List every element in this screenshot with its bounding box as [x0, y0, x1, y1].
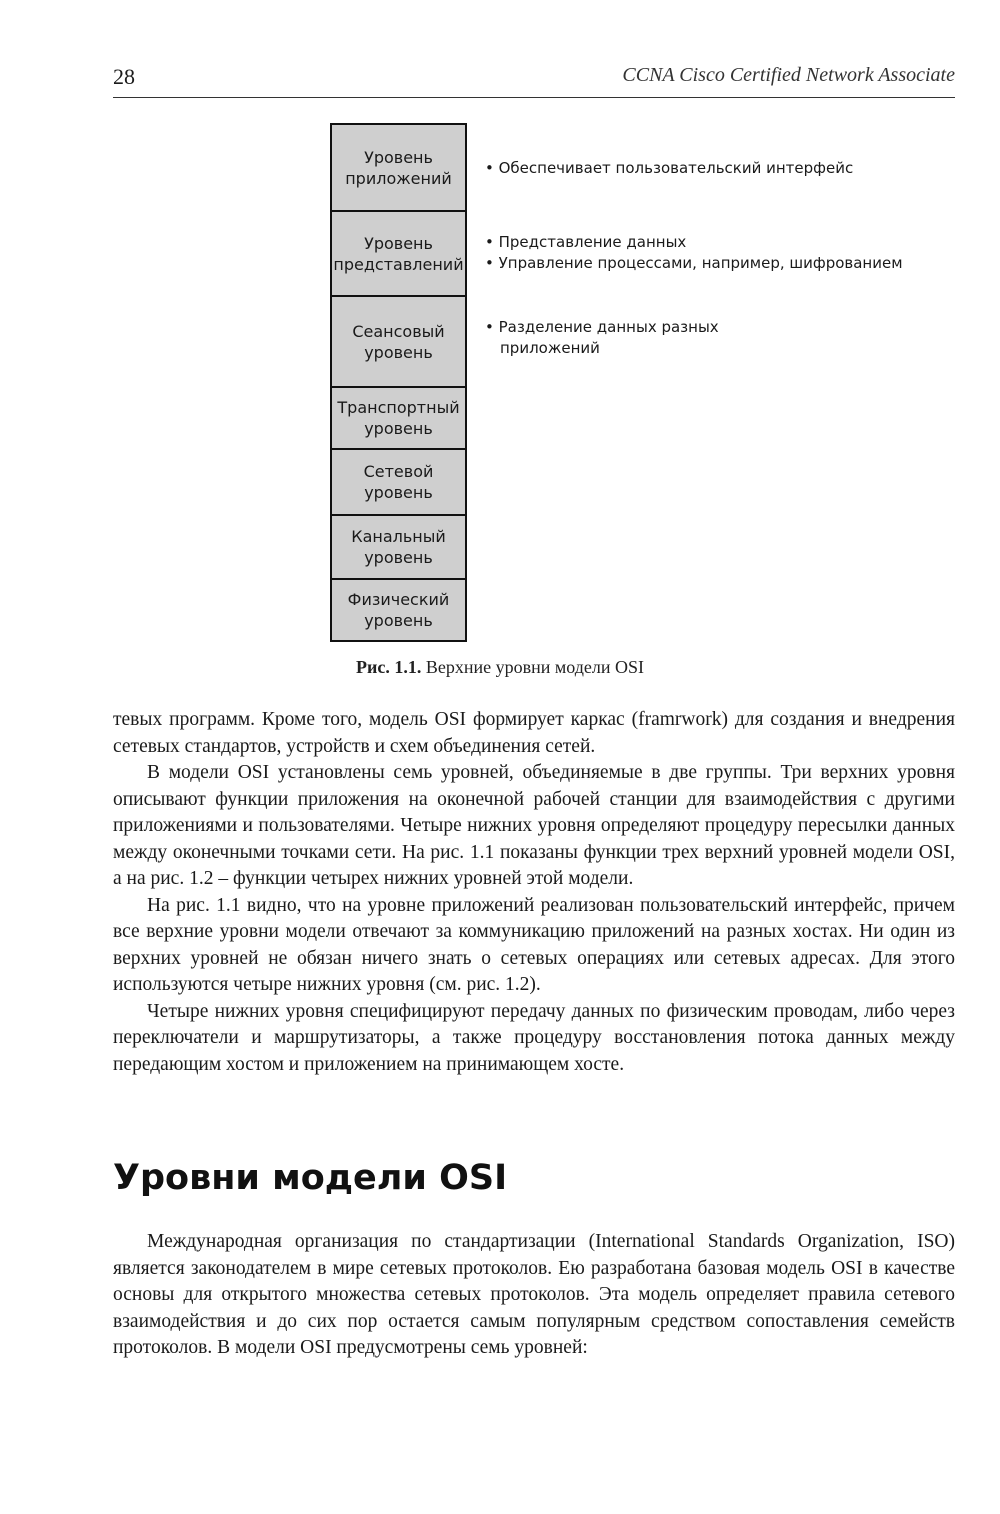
section-heading: Уровни модели OSI: [113, 1158, 508, 1198]
osi-layer-stack: [330, 123, 467, 642]
caption-label: Рис. 1.1.: [355, 657, 422, 677]
bullet-item: • Разделение данных разных: [485, 318, 719, 336]
layer-presentation: Уровень представлений: [332, 210, 465, 295]
bullet-item: • Управление процессами, например, шифрованием: [485, 254, 903, 272]
bullet-group-application: [485, 158, 853, 179]
paragraph: В модели OSI установлены семь уровней, объединяемые в две группы. Три верхних уровня описывают функции приложения на оконечной рабочей станции для взаимодействия с другими приложениями и пользователями. Четыре нижних уровня определяют процедуру пересылки данных между оконечными точками сети. На рис. 1.1 показаны функции трех верхний уровней модели OSI, а на рис. 1.2 – функции четырех нижних уровней этой модели.: [113, 762, 955, 889]
bullet-item-continuation: приложений: [500, 339, 600, 357]
body-upper: [113, 707, 955, 1078]
layer-transport: Транспортный уровень: [332, 386, 465, 448]
paragraph: тевых программ. Кроме того, модель OSI формирует каркас (framrwork) для создания и внедрения сетевых стандартов, устройств и схем объединения сетей.: [113, 709, 955, 757]
running-title: CCNA Cisco Certified Network Associate: [622, 64, 955, 86]
caption-text: Верхние уровни модели OSI: [425, 657, 644, 677]
figure-caption: [0, 657, 1000, 678]
header-rule: [113, 97, 955, 98]
layer-data-link: Канальный уровень: [332, 514, 465, 578]
layer-session: Сеансовый уровень: [332, 295, 465, 386]
body-lower: [113, 1229, 955, 1362]
layer-network: Сетевой уровень: [332, 448, 465, 514]
layer-physical: Физический уровень: [332, 578, 465, 640]
paragraph: Международная организация по стандартизации (International Standards Organization, ISO) является законодателем в мире сетевых протоколов. Ею разработана базовая модель OSI в качестве основы для открытого множества сетевых протоколов. Эта модель определяет правила сетевого взаимодействия и до сих пор остается самым популярным средством сопоставления семейств протоколов. В модели OSI предусмотрены семь уровней:: [113, 1231, 955, 1358]
bullet-item: • Обеспечивает пользовательский интерфейс: [485, 159, 854, 177]
bullet-group-presentation: [485, 232, 903, 274]
paragraph: На рис. 1.1 видно, что на уровне приложений реализован пользовательский интерфейс, причем все верхние уровни модели отвечают за коммуникацию приложений на разных хостах. Ни один из верхних уровней не обязан ничего знать о сетевых операциях или сетевых адресах. Для этого используются четыре нижних уровня (см. рис. 1.2).: [113, 894, 955, 995]
page-number: 28: [113, 64, 135, 89]
bullet-group-session: [485, 317, 719, 359]
layer-application: Уровень приложений: [332, 125, 465, 210]
bullet-item: • Представление данных: [485, 233, 687, 251]
paragraph: Четыре нижних уровня специфицируют передачу данных по физическим проводам, либо через переключатели и маршрутизаторы, а также процедуру восстановления потока данных между передающим хостом и приложением на принимающем хосте.: [113, 1000, 955, 1075]
